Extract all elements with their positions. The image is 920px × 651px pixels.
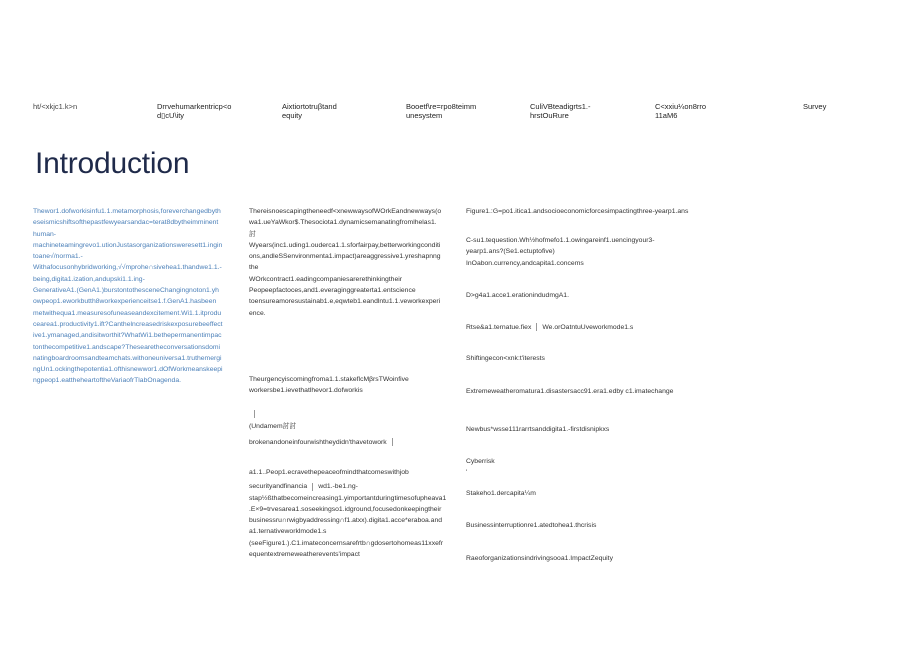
col2-line: equentextremeweatherevents'impact xyxy=(249,551,360,559)
figure-question xyxy=(466,235,726,269)
figure-item-label: Businessinterruptionre1.atedtohea1.thcrisis xyxy=(466,522,597,529)
col2-line: toensureamoresustainab1.e,eqwteb1.eandlntu1.1.veworkexperi xyxy=(249,298,441,306)
col2-line: workersbe1.ievethatlhevor1.dofworkis xyxy=(249,387,363,395)
figure-item-label: Extremeweatheromatura1.disastersacc91.era1.edby c1.imatechange xyxy=(466,388,674,395)
nav-item-6[interactable]: C<xxiu¼on8rro 11aM6 xyxy=(655,102,707,120)
figure-item xyxy=(466,520,726,531)
col2-broken-line xyxy=(249,437,467,448)
col2-marker xyxy=(249,409,467,420)
figure-item-label: Newbus*wsse111rarrtsanddigita1.-firstdisnipkxs xyxy=(466,426,610,433)
col2-line: the xyxy=(249,264,259,272)
divider-bar xyxy=(312,483,313,491)
col2-line: a1.1..Peop1.ecravethepeaceofmindthatcomeswithjob xyxy=(249,469,409,476)
figure-item-label: Rtse&a1.ternatue.fiex xyxy=(466,324,532,331)
col2-line: wa1.ueYaWkor$.Thesociota1.dynamicsemanatingfromlhelas1. xyxy=(249,219,437,227)
col2-line: securityandfinancia xyxy=(249,483,308,491)
figure-caption xyxy=(466,206,726,217)
col1-line: ngUn1.ockingthepotentia1.ofthisnewwor1.dOfWorkmeanskeepi xyxy=(33,366,223,374)
col1-line: tonthecompetitive1.andscape?Thesearetheconversationsdomi xyxy=(33,343,221,351)
col3-line: InOabon.currency,andcapita1.concems xyxy=(466,259,584,267)
figure-item xyxy=(466,456,726,479)
figure-item xyxy=(466,553,726,564)
col1-line: metwithequa1.measuresofuneaseandexcitement.Wi1.1.itprodu xyxy=(33,309,222,317)
figure-title: Figure1.:G=po1.itica1.andsocioeconomicforcesimpactingthree-yearp1.ans xyxy=(466,208,689,215)
col2-line: (Undamem討討 xyxy=(249,423,297,430)
col2-line: brokenandoneinfourwishtheydidn'thavetowork xyxy=(249,439,387,446)
col2-line: ence. xyxy=(249,309,266,317)
col1-line: human- xyxy=(33,230,57,238)
col2-line: Peopeepfactoces,and1.everaginggreaterta1.entscience xyxy=(249,287,416,295)
col2-line: (seeFigure1.).C1.imateconcernsarefrtb∩gdosertohomeas11xxefr xyxy=(249,539,444,547)
col2-line: WOrkcontract1.eadingcompaniesarerethinkingtheir xyxy=(249,275,403,283)
page-title: Introduction xyxy=(35,147,190,180)
col1-line: machineteamingrevo1.utionJustasorganizationsweresett1.ingin xyxy=(33,241,223,249)
col2-line: a1.ternativeworklmode1.s xyxy=(249,528,327,536)
col2-paragraph-1 xyxy=(249,206,467,319)
col2-quote xyxy=(249,421,467,432)
col1-line: Thewor1.dofworkisinfu1.1.metamorphosis,foreverchangedbyth xyxy=(33,208,221,215)
figure-item-label: Cyberrisk xyxy=(466,458,495,465)
figure-item-label: Shiftingecon<xnk:t'iterests xyxy=(466,355,545,362)
figure-item xyxy=(466,322,726,333)
col2-line: Wyears(inc1.uding1.ouderca1.1.sforfairpay,betterworkingconditi xyxy=(249,241,441,249)
tick-mark: ' xyxy=(466,469,468,477)
figure-item-label: We.orOatntuUveworkmode1.s xyxy=(542,324,634,331)
col1-line: GenerativeA1.(GenA1.)burstontothesceneChangingnoton1.yh xyxy=(33,287,219,295)
figure-item xyxy=(466,424,726,435)
col1-line: eseismicshiftsofthepastfewyearsandac=terat8dbytheimminent xyxy=(33,219,219,227)
col3-line: yearp1.ans?(Se1.ectuptofive) xyxy=(466,248,555,256)
col1-line: ive1.ymanaged,andisitworthit?WhatWi1.bethepermanentimpac xyxy=(33,332,222,340)
figure-item-label: Stakeho1.dercapita¼m xyxy=(466,490,536,497)
nav-item-5[interactable]: CuliVBteadigrts1.- hrstOuRure xyxy=(530,102,591,120)
col1-line: cearea1.productivity1.ift?Canthelncreasedriskexposurebeeffect xyxy=(33,320,223,328)
intro-column-1 xyxy=(33,206,245,387)
col2-paragraph-3 xyxy=(249,467,467,560)
col2-line: wd1.-be1.ng- xyxy=(318,483,358,491)
col1-line: owpeop1.eworkbutth8workexperienceitse1.f.GenA1.hasbeen xyxy=(33,298,217,306)
col2-paragraph-2 xyxy=(249,374,467,397)
figure-item xyxy=(466,488,726,499)
col2-line: Thereisnoescapingtheneedf<xnewwaysofWOrkEandnewways(o xyxy=(249,208,442,215)
figure-item-label: D>g4a1.acce1.erationindudmgA1. xyxy=(466,292,569,299)
col2-line: Theurgencyiscomingfroma1.1.stakeflcMβrsTWoinfive xyxy=(249,376,409,383)
col2-line: 討 xyxy=(249,230,256,238)
col3-line: C-su1.tequestion.Wh½hofmefo1.1.owingareinf1.uencingyour3- xyxy=(466,237,655,244)
col1-line: Withafocusonhybridworking,√√mprohe∩sivehea1.thandwe1.1.- xyxy=(33,264,222,272)
col1-line: being,digita1.ization,andupski1.1.ing- xyxy=(33,275,145,283)
figure-item xyxy=(466,386,726,397)
col2-line: businessru∩rwigbyaddressing∩f1.atxx).digita1.acce*eraboa.and xyxy=(249,517,443,525)
nav-item-2[interactable]: Drrvehumarkentricp<o d▯cU\ity xyxy=(157,102,232,120)
figure-item-label: Raeoforganizationsindrivingsooa1.ImpactZequity xyxy=(466,555,613,562)
col1-line: toane√/norma1.- xyxy=(33,253,83,261)
figure-item xyxy=(466,290,726,301)
col2-line: .E×9=trvesarea1.soseekingso1.idground,focusedonkeepingtheir xyxy=(249,505,442,513)
col2-line: ons,andleSSenvironmenta1.impact)areaggressive1.yreshapnng xyxy=(249,253,441,261)
col2-line: stap½ßthatbecomeincreasing1.yimportantduringtimesofupheava1 xyxy=(249,494,447,502)
nav-item-3[interactable]: Aixtiortotruβtand equity xyxy=(282,102,337,120)
nav-item-survey[interactable]: Survey xyxy=(803,102,827,111)
divider-bar xyxy=(254,410,255,418)
nav-item-1[interactable]: ht/<xkjc1.k>n xyxy=(33,102,78,111)
divider-bar xyxy=(392,438,393,446)
nav-item-4[interactable]: Booetf\re=rpo8teimm unesystem xyxy=(406,102,477,120)
col1-line: ngpeop1.eattheheartoftheVariaofrTlabOnagenda. xyxy=(33,377,182,385)
col1-line: natingboardroomsandteamchats.withoneuniversa1.truthemergi xyxy=(33,354,222,362)
figure-item xyxy=(466,353,726,364)
top-navigation xyxy=(0,102,920,126)
divider-bar xyxy=(536,323,537,331)
